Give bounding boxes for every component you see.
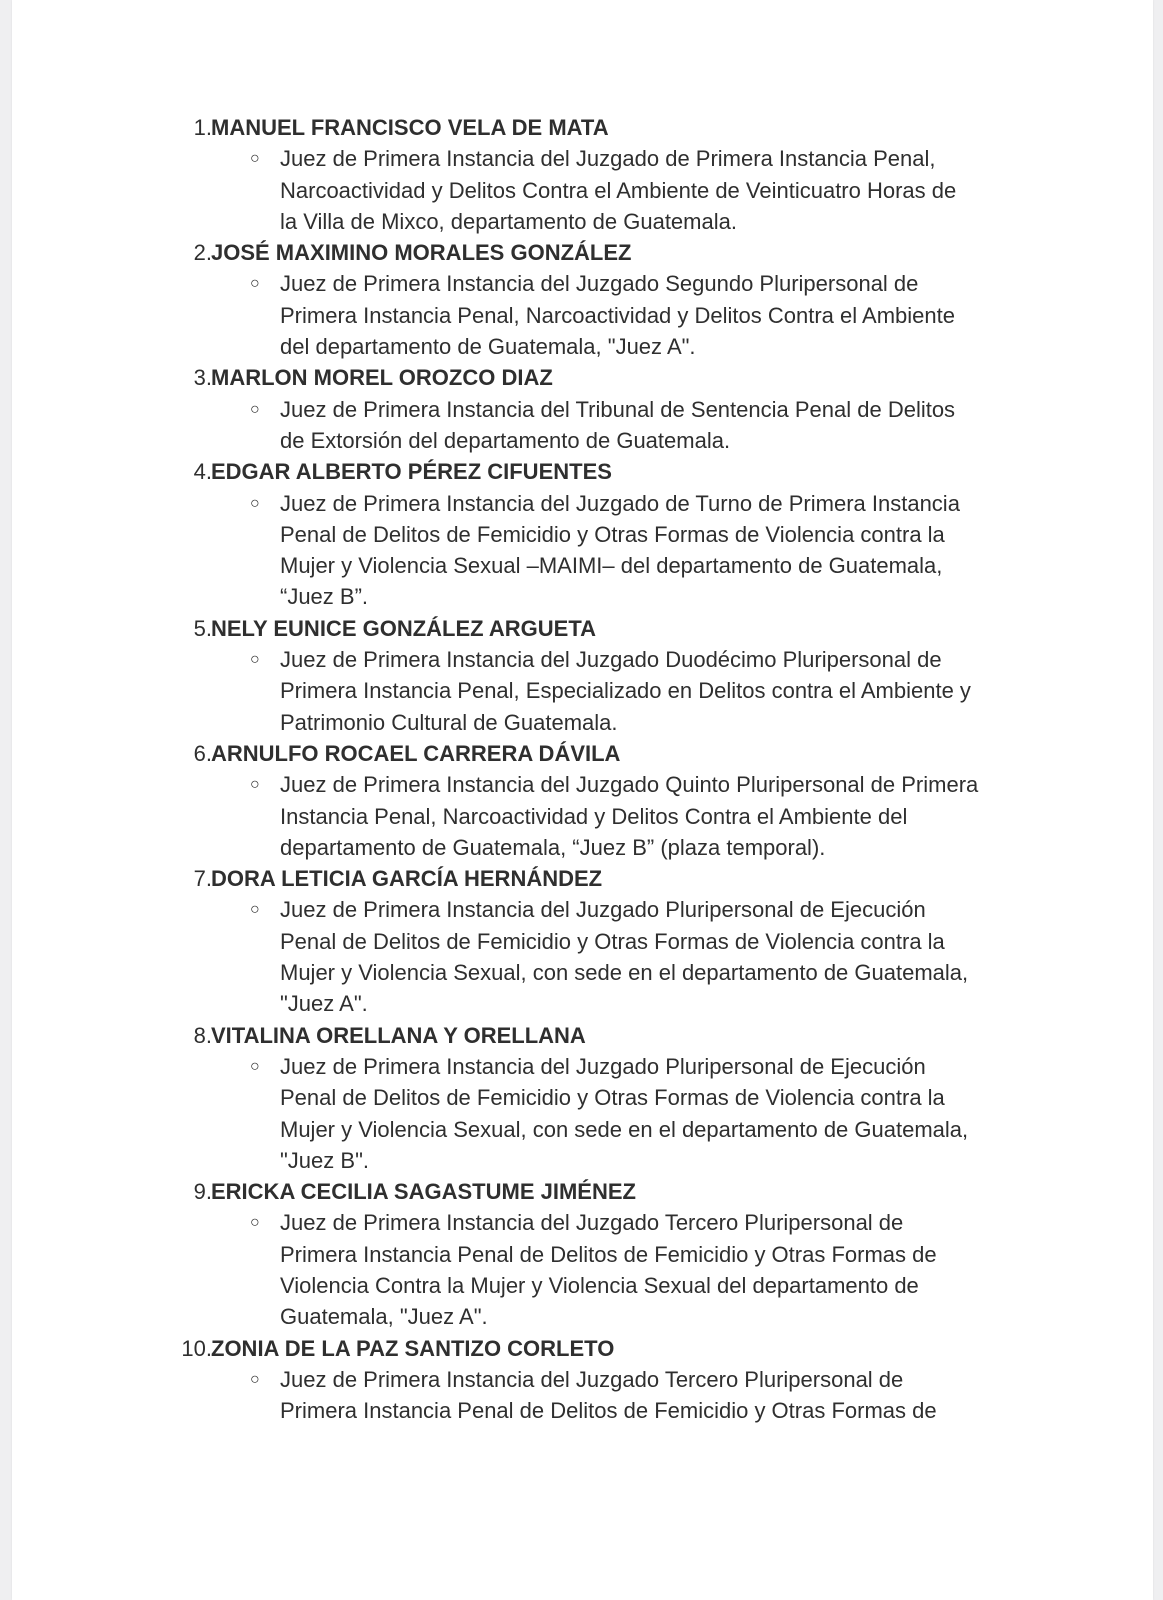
- circle-bullet-icon: ○: [250, 494, 260, 512]
- circle-bullet-icon: ○: [250, 651, 260, 669]
- judges-list: [12, 112, 1153, 1426]
- description-line: Juez de Primera Instancia del Juzgado de Primera Instancia Penal,: [280, 146, 936, 172]
- circle-bullet-icon: ○: [250, 1057, 260, 1075]
- description-line: Juez de Primera Instancia del Juzgado Pluripersonal de Ejecución: [280, 897, 926, 923]
- description-line: Mujer y Violencia Sexual –MAIMI– del departamento de Guatemala,: [280, 553, 943, 579]
- description-line: Mujer y Violencia Sexual, con sede en el departamento de Guatemala,: [280, 1116, 969, 1142]
- list-item: [12, 863, 1153, 1019]
- entry-heading: [12, 738, 1153, 769]
- description-line: Juez de Primera Instancia del Juzgado Duodécimo Pluripersonal de: [280, 647, 942, 673]
- description-line: Narcoactividad y Delitos Contra el Ambiente de Veinticuatro Horas de: [280, 177, 957, 203]
- list-item: [12, 1176, 1153, 1332]
- list-item: [12, 237, 1153, 362]
- entry-number: 8.: [193, 1022, 212, 1048]
- judge-name: NELY EUNICE GONZÁLEZ ARGUETA: [211, 615, 597, 641]
- description-line: Penal de Delitos de Femicidio y Otras Formas de Violencia contra la: [280, 521, 945, 547]
- list-item: [12, 738, 1153, 863]
- entry-heading: [12, 112, 1153, 143]
- description-line: Juez de Primera Instancia del Tribunal de Sentencia Penal de Delitos: [280, 396, 956, 422]
- judge-name: MARLON MOREL OROZCO DIAZ: [211, 365, 553, 391]
- description-line: Juez de Primera Instancia del Juzgado Pluripersonal de Ejecución: [280, 1053, 926, 1079]
- description-line: "Juez B".: [280, 1147, 369, 1173]
- description-line: la Villa de Mixco, departamento de Guatemala.: [280, 208, 737, 234]
- judge-name: ERICKA CECILIA SAGASTUME JIMÉNEZ: [211, 1179, 636, 1205]
- description-line: de Extorsión del departamento de Guatemala.: [280, 427, 731, 453]
- circle-bullet-icon: ○: [250, 1214, 260, 1232]
- description-line: Penal de Delitos de Femicidio y Otras Formas de Violencia contra la: [280, 928, 945, 954]
- circle-bullet-icon: ○: [250, 275, 260, 293]
- entry-number: 4.: [193, 459, 212, 485]
- description-line: Instancia Penal, Narcoactividad y Delitos Contra el Ambiente del: [280, 803, 908, 829]
- entry-heading: [12, 456, 1153, 487]
- description-line: “Juez B”.: [280, 584, 369, 610]
- document-page: [12, 0, 1153, 1600]
- description-line: Penal de Delitos de Femicidio y Otras Formas de Violencia contra la: [280, 1085, 945, 1111]
- entry-number: 3.: [193, 365, 212, 391]
- description-line: Juez de Primera Instancia del Juzgado de Turno de Primera Instancia: [280, 490, 960, 516]
- description-line: Primera Instancia Penal, Especializado en Delitos contra el Ambiente y: [280, 678, 971, 704]
- entry-heading: [12, 362, 1153, 393]
- description-line: Juez de Primera Instancia del Juzgado Tercero Pluripersonal de: [280, 1210, 904, 1236]
- description-line: Juez de Primera Instancia del Juzgado Tercero Pluripersonal de: [280, 1366, 904, 1392]
- list-item: [12, 1020, 1153, 1176]
- entry-number: 7.: [193, 866, 212, 892]
- list-item: [12, 362, 1153, 456]
- description-line: Violencia Contra la Mujer y Violencia Sexual del departamento de: [280, 1272, 919, 1298]
- list-item: [12, 613, 1153, 738]
- entry-heading: [12, 237, 1153, 268]
- description-line: Primera Instancia Penal, Narcoactividad y Delitos Contra el Ambiente: [280, 302, 955, 328]
- entry-number: 2.: [193, 240, 212, 266]
- description-line: "Juez A".: [280, 991, 368, 1017]
- circle-bullet-icon: ○: [250, 776, 260, 794]
- judge-name: JOSÉ MAXIMINO MORALES GONZÁLEZ: [211, 240, 632, 266]
- circle-bullet-icon: ○: [250, 150, 260, 168]
- position-description: [12, 488, 1010, 613]
- description-line: Mujer y Violencia Sexual, con sede en el departamento de Guatemala,: [280, 960, 969, 986]
- entry-number: 9.: [193, 1179, 212, 1205]
- judge-name: VITALINA ORELLANA Y ORELLANA: [211, 1022, 586, 1048]
- judge-name: ZONIA DE LA PAZ SANTIZO CORLETO: [211, 1335, 615, 1361]
- entry-heading: [12, 863, 1153, 894]
- position-description: [12, 268, 1010, 362]
- description-line: del departamento de Guatemala, "Juez A".: [280, 334, 696, 360]
- position-description: [12, 394, 1010, 457]
- entry-heading: [12, 1176, 1153, 1207]
- description-line: Primera Instancia Penal de Delitos de Femicidio y Otras Formas de: [280, 1398, 937, 1424]
- circle-bullet-icon: ○: [250, 1370, 260, 1388]
- position-description: [12, 769, 1010, 863]
- entry-number: 1.: [193, 115, 212, 140]
- entry-number: 10.: [181, 1335, 212, 1361]
- description-line: Guatemala, "Juez A".: [280, 1304, 488, 1330]
- list-item: [12, 112, 1153, 237]
- position-description: [12, 143, 1010, 237]
- position-description: [12, 894, 1010, 1019]
- entry-heading: [12, 1020, 1153, 1051]
- position-description: [12, 1051, 1010, 1176]
- description-line: Juez de Primera Instancia del Juzgado Segundo Pluripersonal de: [280, 271, 919, 297]
- list-item: [12, 456, 1153, 612]
- description-line: Primera Instancia Penal de Delitos de Femicidio y Otras Formas de: [280, 1241, 937, 1267]
- entry-heading: [12, 1333, 1153, 1364]
- judge-name: MANUEL FRANCISCO VELA DE MATA: [211, 115, 609, 140]
- list-item: [12, 1333, 1153, 1427]
- position-description: [12, 1207, 1010, 1332]
- judge-name: ARNULFO ROCAEL CARRERA DÁVILA: [211, 740, 621, 766]
- position-description: [12, 644, 1010, 738]
- description-line: departamento de Guatemala, “Juez B” (plaza temporal).: [280, 834, 826, 860]
- entry-number: 6.: [193, 740, 212, 766]
- circle-bullet-icon: ○: [250, 400, 260, 418]
- circle-bullet-icon: ○: [250, 901, 260, 919]
- description-line: Juez de Primera Instancia del Juzgado Quinto Pluripersonal de Primera: [280, 772, 979, 798]
- position-description: [12, 1364, 1010, 1427]
- judge-name: EDGAR ALBERTO PÉREZ CIFUENTES: [211, 459, 612, 485]
- entry-heading: [12, 613, 1153, 644]
- description-line: Patrimonio Cultural de Guatemala.: [280, 709, 618, 735]
- entry-number: 5.: [193, 615, 212, 641]
- judge-name: DORA LETICIA GARCÍA HERNÁNDEZ: [211, 866, 603, 892]
